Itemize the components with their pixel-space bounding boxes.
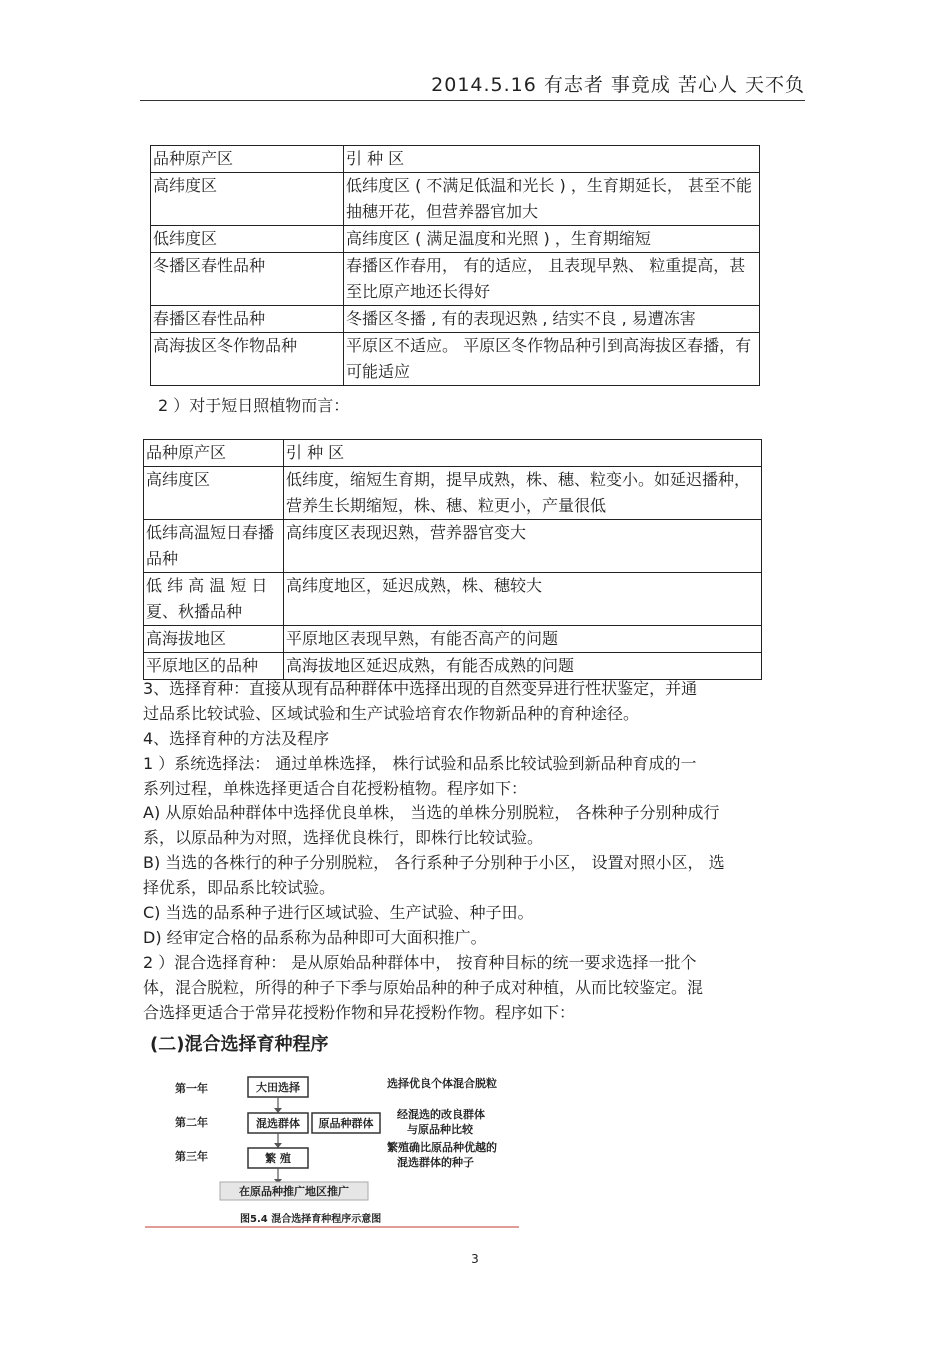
table-cell: 引 种 区 xyxy=(344,146,760,173)
table-cell: 平原区不适应。 平原区冬作物品种引到高海拔区春播，有可能适应 xyxy=(344,333,760,386)
table-cell: 高纬度区 ( 满足温度和光照 ) ，生育期缩短 xyxy=(344,226,760,253)
table-cell: 低 纬 高 温 短 日夏、秋播品种 xyxy=(144,573,284,626)
note-improved-population: 经混选的改良群体 xyxy=(397,1108,485,1121)
promotion-label: 在原品种推广地区推广 xyxy=(239,1185,349,1198)
table-row xyxy=(144,440,762,467)
body-paragraph-line: D) 经审定合格的品系称为品种即可大面积推广。 xyxy=(143,928,487,947)
table-row xyxy=(144,520,762,573)
original-population-label: 原品种群体 xyxy=(318,1117,374,1130)
body-paragraph-line: A) 从原始品种群体中选择优良单株， 当选的单株分别脱粒， 各株种子分别种成行 xyxy=(143,803,720,822)
short-day-introduction-table xyxy=(143,439,762,680)
propagation-label: 繁 殖 xyxy=(265,1152,291,1165)
table-cell: 低纬度区 ( 不满足低温和光长 ) ，生育期延长， 甚至不能抽穗开花，但营养器官加大 xyxy=(344,173,760,226)
page-header: 2014.5.16 有志者 事竟成 苦心人 天不负 xyxy=(431,74,805,96)
page-number: 3 xyxy=(471,1252,479,1266)
table-cell: 高纬度区 xyxy=(144,467,284,520)
table-cell: 冬播区冬播 , 有的表现迟熟 , 结实不良 , 易遭冻害 xyxy=(344,306,760,333)
note-propagate-superior: 繁殖确比原品种优越的 xyxy=(387,1141,497,1154)
body-paragraph-line: 2 ）混合选择育种： 是从原始品种群体中， 按育种目标的统一要求选择一批个 xyxy=(143,953,697,972)
table-row xyxy=(144,467,762,520)
table-cell: 低纬高温短日春播品种 xyxy=(144,520,284,573)
header-divider xyxy=(140,100,805,101)
table-cell: 平原地区的品种 xyxy=(144,653,284,680)
field-selection-label: 大田选择 xyxy=(256,1081,300,1094)
year-two-label: 第二年 xyxy=(175,1116,208,1129)
table-cell: 低纬度，缩短生育期，提早成熟，株、穗、粒变小。如延迟播种，营养生长期缩短，株、穗、粒更小，产量很低 xyxy=(284,467,762,520)
table-cell: 平原地区表现早熟，有能否高产的问题 xyxy=(284,626,762,653)
table-row xyxy=(151,333,760,386)
note-select-individuals: 选择优良个体混合脱粒 xyxy=(387,1077,497,1090)
table-cell: 春播区作春用， 有的适应， 且表现早熟、 粒重提高，甚至比原产地还长得好 xyxy=(344,253,760,306)
table-cell: 高纬度区表现迟熟，营养器官变大 xyxy=(284,520,762,573)
table-cell: 引 种 区 xyxy=(284,440,762,467)
body-paragraph-line: 3、选择育种：直接从现有品种群体中选择出现的自然变异进行性状鉴定，并通 xyxy=(143,679,698,698)
year-three-label: 第三年 xyxy=(175,1150,208,1163)
table-cell: 春播区春性品种 xyxy=(151,306,344,333)
table-cell: 冬播区春性品种 xyxy=(151,253,344,306)
table-row xyxy=(151,226,760,253)
long-day-introduction-table xyxy=(150,145,760,386)
mixed-population-label: 混选群体 xyxy=(256,1117,300,1130)
body-paragraph-line: C) 当选的品系种子进行区域试验、生产试验、种子田。 xyxy=(143,903,534,922)
mixed-selection-flow-diagram xyxy=(145,1060,520,1232)
table-row xyxy=(144,573,762,626)
table-cell: 品种原产区 xyxy=(151,146,344,173)
figure-caption: 图5.4 混合选择育种程序示意图 xyxy=(240,1214,382,1225)
body-paragraph-line: 系列过程，单株选择更适合自花授粉植物。程序如下： xyxy=(143,779,528,798)
table-cell: 高海拔区冬作物品种 xyxy=(151,333,344,386)
body-paragraph-line: 合选择更适合于常异花授粉作物和异花授粉作物。程序如下： xyxy=(143,1003,576,1022)
body-paragraph-line: 过品系比较试验、区域试验和生产试验培育农作物新品种的育种途径。 xyxy=(143,704,640,723)
table-row xyxy=(151,306,760,333)
note-mixed-seed: 混选群体的种子 xyxy=(397,1156,474,1169)
table-row xyxy=(144,626,762,653)
table-cell: 高纬度区 xyxy=(151,173,344,226)
year-one-label: 第一年 xyxy=(175,1082,208,1095)
table-row xyxy=(151,173,760,226)
short-day-heading: 2 ）对于短日照植物而言： xyxy=(158,396,350,415)
body-paragraph-line: 体，混合脱粒，所得的种子下季与原始品种的种子成对种植，从而比较鉴定。混 xyxy=(143,978,704,997)
body-paragraph-line: 择优系，即品系比较试验。 xyxy=(143,878,336,897)
note-compare-original: 与原品种比较 xyxy=(407,1123,473,1136)
table-row xyxy=(144,653,762,680)
table-cell: 低纬度区 xyxy=(151,226,344,253)
section-heading: 4、选择育种的方法及程序 xyxy=(143,729,330,748)
figure-title: (二)混合选择育种程序 xyxy=(150,1034,329,1055)
table-cell: 高纬度地区，延迟成熟，株、穗较大 xyxy=(284,573,762,626)
table-row xyxy=(151,253,760,306)
body-paragraph-line: 1 ）系统选择法： 通过单株选择， 株行试验和品系比较试验到新品种育成的一 xyxy=(143,754,697,773)
table-cell: 品种原产区 xyxy=(144,440,284,467)
table-cell: 高海拔地区 xyxy=(144,626,284,653)
table-cell: 高海拔地区延迟成熟，有能否成熟的问题 xyxy=(284,653,762,680)
table-row xyxy=(151,146,760,173)
body-paragraph-line: B) 当选的各株行的种子分别脱粒， 各行系种子分别种于小区， 设置对照小区， 选 xyxy=(143,853,725,872)
body-paragraph-line: 系，以原品种为对照，选择优良株行，即株行比较试验。 xyxy=(143,828,544,847)
